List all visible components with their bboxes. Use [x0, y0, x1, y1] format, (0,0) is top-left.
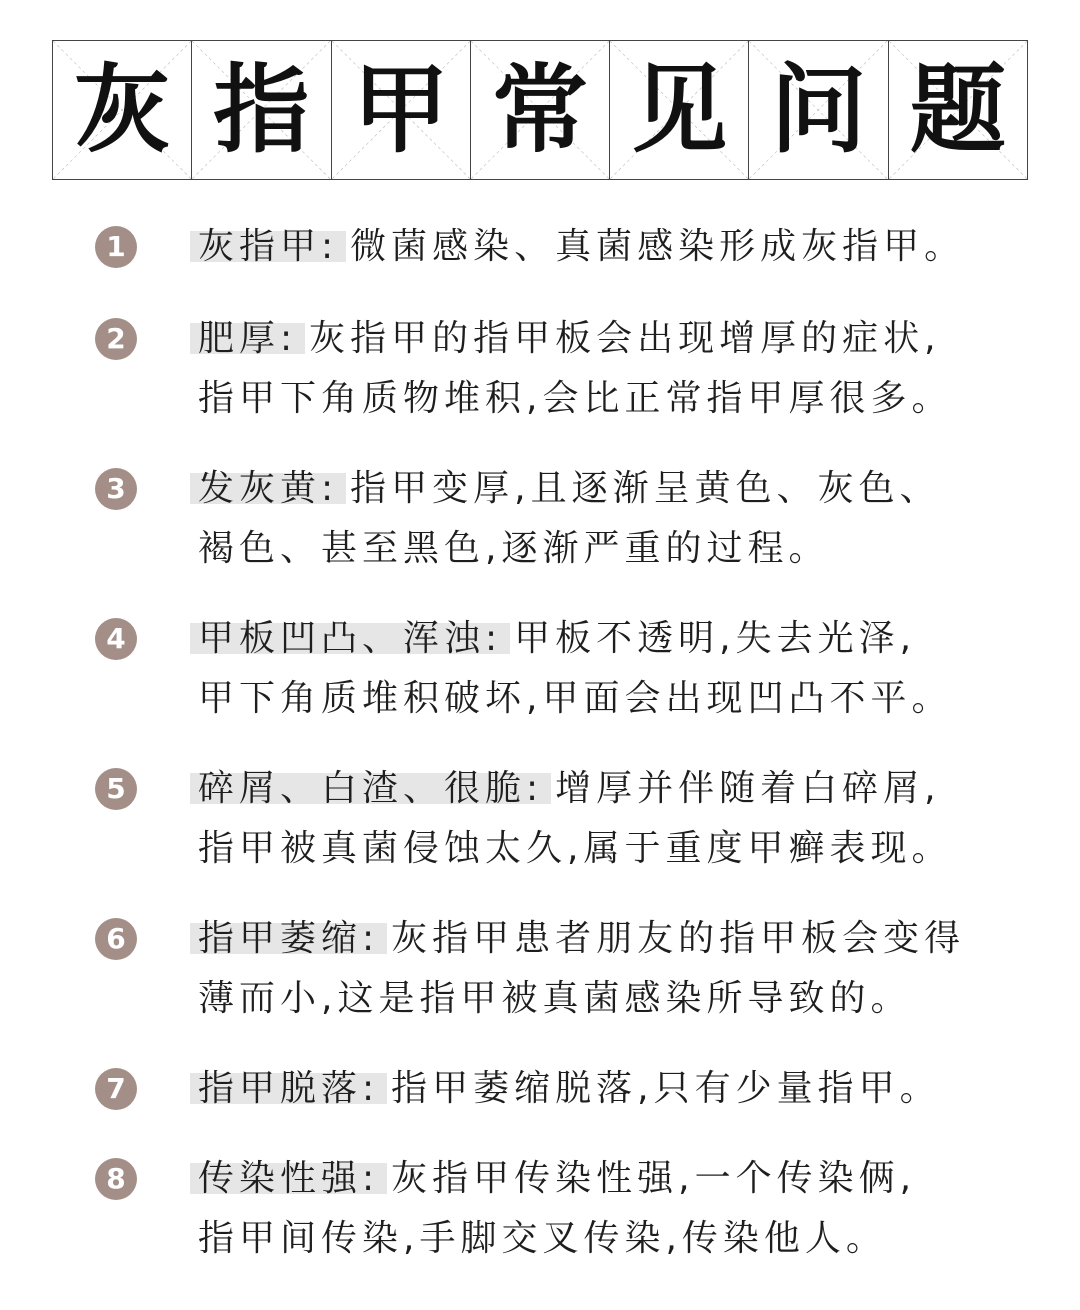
title-grid: [52, 40, 1028, 180]
item-line-1: [190, 224, 965, 270]
item-label: 灰指甲:: [190, 226, 346, 267]
item-line-2: 指甲间传染,手脚交叉传染,传染他人。: [198, 1218, 887, 1259]
title-cell: [53, 41, 192, 179]
item-label: 碎屑、白渣、很脆:: [190, 768, 551, 809]
item-desc: 指甲变厚,且逐渐呈黄色、灰色、: [350, 468, 941, 509]
item-label: 指甲脱落:: [190, 1068, 387, 1109]
item-desc: 指甲萎缩脱落,只有少量指甲。: [391, 1068, 941, 1109]
item-label: 发灰黄:: [190, 468, 346, 509]
item-label: 传染性强:: [190, 1158, 387, 1199]
number-badge: 5: [95, 768, 137, 810]
item-line-1: [190, 466, 941, 512]
number-badge: 3: [95, 468, 137, 510]
number-badge: 1: [95, 226, 137, 268]
number-badge: 2: [95, 318, 137, 360]
item-desc: 灰指甲的指甲板会出现增厚的症状,: [309, 318, 941, 359]
item-desc: 微菌感染、真菌感染形成灰指甲。: [350, 226, 966, 267]
title-cell: [889, 41, 1027, 179]
title-char: 题: [909, 54, 1006, 166]
number-badge: 4: [95, 618, 137, 660]
number-badge: 7: [95, 1068, 137, 1110]
item-line-1: [190, 316, 941, 362]
item-line-2: 指甲被真菌侵蚀太久,属于重度甲癣表现。: [198, 828, 953, 869]
item-line-2: 甲下角质堆积破坏,甲面会出现凹凸不平。: [198, 678, 953, 719]
item-desc: 甲板不透明,失去光泽,: [514, 618, 917, 659]
item-label: 肥厚:: [190, 318, 305, 359]
title-cell: [192, 41, 331, 179]
item-line-1: [190, 916, 965, 962]
item-line-2: 指甲下角质物堆积,会比正常指甲厚很多。: [198, 378, 953, 419]
title-char: 甲: [352, 54, 449, 166]
number-badge: 8: [95, 1158, 137, 1200]
item-label: 指甲萎缩:: [190, 918, 387, 959]
item-desc: 灰指甲传染性强,一个传染俩,: [391, 1158, 917, 1199]
item-label: 甲板凹凸、浑浊:: [190, 618, 510, 659]
item-line-1: [190, 1156, 916, 1202]
title-char: 指: [213, 54, 310, 166]
title-char: 问: [770, 54, 867, 166]
number-badge: 6: [95, 918, 137, 960]
item-line-1: [190, 1066, 941, 1112]
item-line-1: [190, 766, 941, 812]
title-cell: [749, 41, 888, 179]
title-cell: [471, 41, 610, 179]
title-char: 见: [631, 54, 728, 166]
item-desc: 增厚并伴随着白碎屑,: [555, 768, 941, 809]
title-char: 灰: [74, 54, 171, 166]
item-line-2: 薄而小,这是指甲被真菌感染所导致的。: [198, 978, 912, 1019]
item-line-2: 褐色、甚至黑色,逐渐严重的过程。: [198, 528, 830, 569]
item-line-1: [190, 616, 916, 662]
item-desc: 灰指甲患者朋友的指甲板会变得: [391, 918, 966, 959]
title-cell: [332, 41, 471, 179]
title-char: 常: [491, 54, 588, 166]
title-cell: [610, 41, 749, 179]
